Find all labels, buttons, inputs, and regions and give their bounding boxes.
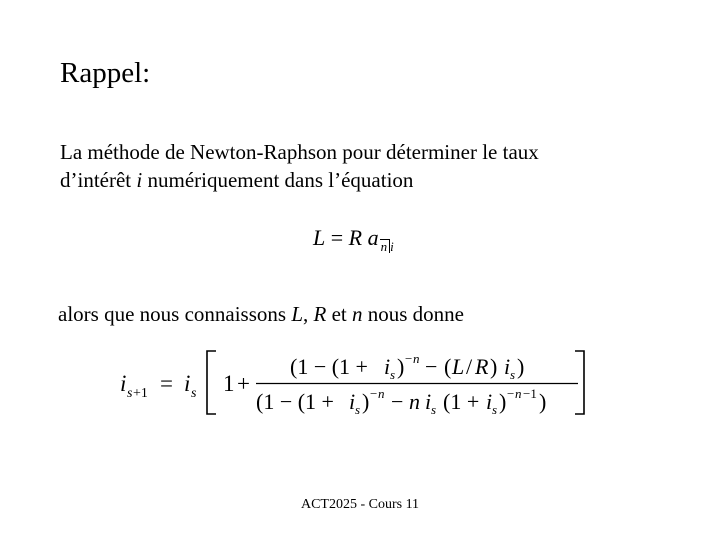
svg-text:i: i (184, 371, 191, 396)
svg-text:L: L (452, 354, 465, 379)
second-R: R (313, 302, 327, 326)
second-pre: alors que nous connaissons (58, 302, 292, 326)
eq1-a: a (367, 225, 379, 250)
svg-text:n: n (413, 351, 420, 366)
svg-text:): ) (517, 354, 525, 379)
svg-text:s: s (355, 402, 361, 417)
svg-text:(1 − (1 +: (1 − (1 + (256, 389, 334, 414)
svg-text:s: s (390, 367, 396, 382)
svg-text:−1: −1 (523, 386, 537, 401)
intro-line-2 (60, 166, 539, 194)
svg-text:s: s (431, 402, 437, 417)
second-sep1: , (303, 302, 314, 326)
svg-text:s: s (127, 386, 133, 401)
second-sep2: et (326, 302, 352, 326)
svg-text:+1: +1 (133, 386, 148, 401)
second-L: L (291, 302, 303, 326)
svg-text:): ) (539, 389, 547, 414)
svg-text:R: R (475, 354, 489, 379)
svg-text:/: / (466, 354, 473, 379)
intro-line-1: La méthode de Newton-Raphson pour déterminer le taux (60, 140, 539, 164)
newton-raphson-formula (120, 348, 590, 418)
svg-text:−: − (405, 351, 413, 366)
svg-text:i: i (384, 354, 391, 379)
second-n: n (351, 302, 363, 326)
svg-text:1: 1 (223, 371, 235, 396)
svg-text:): ) (499, 389, 507, 414)
intro-paragraph (60, 138, 539, 194)
svg-text:s: s (492, 402, 498, 417)
eq1-angle-n: n (380, 239, 391, 253)
svg-text:−: − (391, 389, 404, 414)
svg-text:i: i (486, 389, 493, 414)
eq1-L: L (313, 225, 326, 250)
svg-text:(1 +: (1 + (443, 389, 480, 414)
slide-title: Rappel: (60, 57, 151, 89)
svg-text:n: n (515, 386, 522, 401)
svg-text:s: s (510, 367, 516, 382)
svg-text:−: − (425, 354, 438, 379)
newton-raphson-formula-svg (120, 348, 590, 418)
svg-text:n: n (378, 386, 385, 401)
second-paragraph (58, 300, 464, 328)
footer-course-label: ACT2025 - Cours 11 (300, 497, 420, 512)
svg-text:−: − (507, 386, 515, 401)
eq1-equals: = (330, 225, 344, 250)
svg-text:): ) (490, 354, 498, 379)
svg-text:i: i (349, 389, 356, 414)
svg-text:s: s (191, 386, 197, 401)
svg-text:(1 − (1 +: (1 − (1 + (290, 354, 368, 379)
svg-text:i: i (425, 389, 432, 414)
svg-text:i: i (504, 354, 511, 379)
svg-text:−: − (370, 386, 378, 401)
intro-line-2-post: numériquement dans l’équation (142, 168, 414, 192)
svg-text:=: = (160, 371, 173, 396)
svg-text:): ) (397, 354, 405, 379)
intro-line-2-pre: d’intérêt (60, 168, 137, 192)
svg-text:n: n (409, 389, 420, 414)
svg-text:i: i (120, 371, 127, 396)
eq1-annuity-subscript (380, 233, 394, 261)
svg-text:): ) (362, 389, 370, 414)
eq1-sub-i: i (390, 239, 394, 254)
eq1-R: R (348, 225, 363, 250)
intro-var-i: i (136, 168, 143, 192)
svg-text:(: ( (444, 354, 452, 379)
second-post: nous donne (362, 302, 464, 326)
annuity-equation (313, 224, 394, 261)
svg-text:+: + (237, 371, 250, 396)
